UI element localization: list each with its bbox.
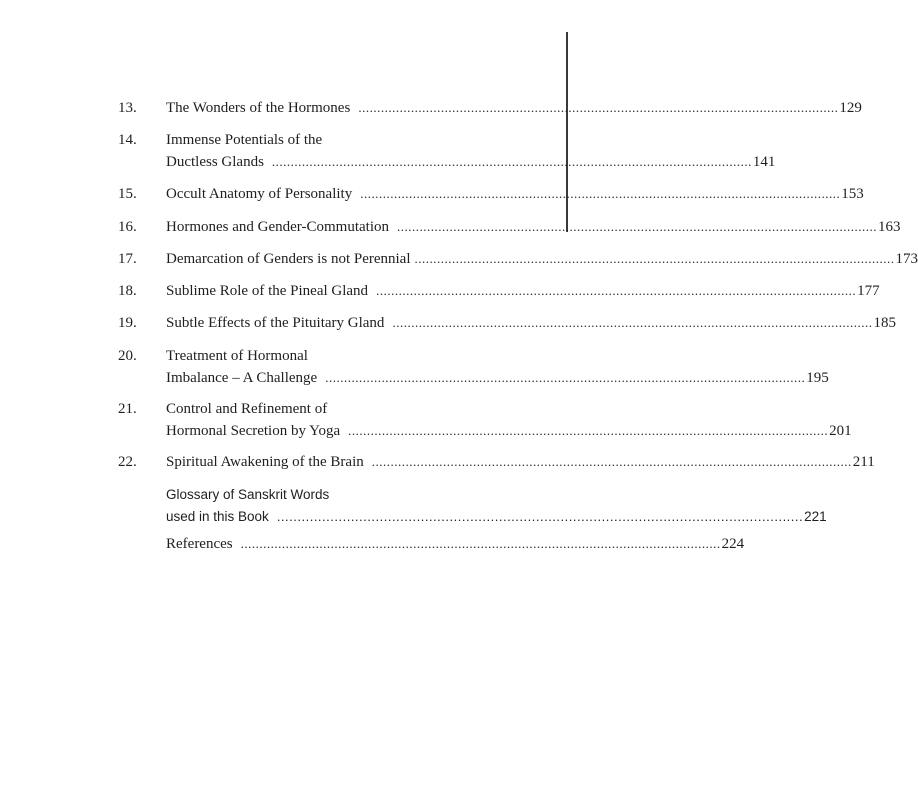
entry-number: 20. — [118, 348, 137, 364]
entry-number: 15. — [118, 186, 137, 202]
page-number: 224 — [721, 536, 745, 552]
entry-title: Sublime Role of the Pineal Gland — [166, 283, 369, 299]
entry-title: Hormones and Gender-Commutation — [166, 219, 389, 235]
dot-leader: ................................................................................................................................ — [392, 315, 873, 330]
entry-number: 16. — [118, 219, 137, 235]
dot-leader: ................................................................................................................................ — [348, 423, 829, 438]
page-number: 211 — [852, 454, 875, 470]
dot-leader: ................................................................................................................................ — [358, 100, 839, 115]
entry-title: Glossary of Sanskrit Words — [166, 487, 330, 502]
entry-title: Demarcation of Genders is not Perennial — [166, 251, 411, 267]
dot-leader: ................................................................................................................................ — [397, 219, 877, 234]
entry-title: References — [166, 536, 233, 552]
dot-leader: ................................................................................................................................ — [360, 186, 841, 201]
entry-title-continued: used in this Book — [166, 509, 269, 524]
dot-leader: ................................................................................................................................ — [371, 454, 852, 469]
entry-title: Immense Potentials of the — [166, 132, 323, 148]
entry-number: 22. — [118, 454, 137, 470]
entry-title: Subtle Effects of the Pituitary Gland — [166, 315, 385, 331]
page-number: 185 — [873, 315, 896, 331]
page-number: 221 — [804, 509, 827, 524]
entry-title: Spiritual Awakening of the Brain — [166, 454, 364, 470]
dot-leader: ................................................................................................................................ — [240, 536, 721, 551]
dot-leader: ................................................................................................................................ — [376, 283, 857, 298]
page-number: 163 — [878, 219, 901, 235]
page-number: 177 — [857, 283, 880, 299]
entry-title-continued: Ductless Glands — [166, 154, 264, 170]
entry-number: 14. — [118, 132, 137, 148]
page-number: 201 — [829, 423, 852, 439]
entry-title: Treatment of Hormonal — [166, 348, 308, 364]
page-number: 195 — [806, 370, 829, 386]
dot-leader: ................................................................................................................................ — [276, 509, 804, 524]
page-number: 153 — [841, 186, 864, 202]
entry-title-continued: Imbalance – A Challenge — [166, 370, 318, 386]
page-number: 141 — [752, 154, 776, 170]
entry-number: 19. — [118, 315, 137, 331]
page-number: 173 — [895, 251, 918, 267]
entry-number: 13. — [118, 100, 137, 116]
dot-leader: ................................................................................................................................ — [325, 370, 806, 385]
entry-title: The Wonders of the Hormones — [166, 100, 351, 116]
entry-number: 21. — [118, 401, 137, 417]
dot-leader: ................................................................................................................................ — [414, 251, 895, 266]
entry-title: Control and Refinement of — [166, 401, 328, 417]
entry-title-continued: Hormonal Secretion by Yoga — [166, 423, 341, 439]
page-number: 129 — [839, 100, 862, 116]
entry-number: 18. — [118, 283, 137, 299]
dot-leader: ................................................................................................................................ — [271, 154, 752, 169]
entry-number: 17. — [118, 251, 137, 267]
entry-title: Occult Anatomy of Personality — [166, 186, 353, 202]
